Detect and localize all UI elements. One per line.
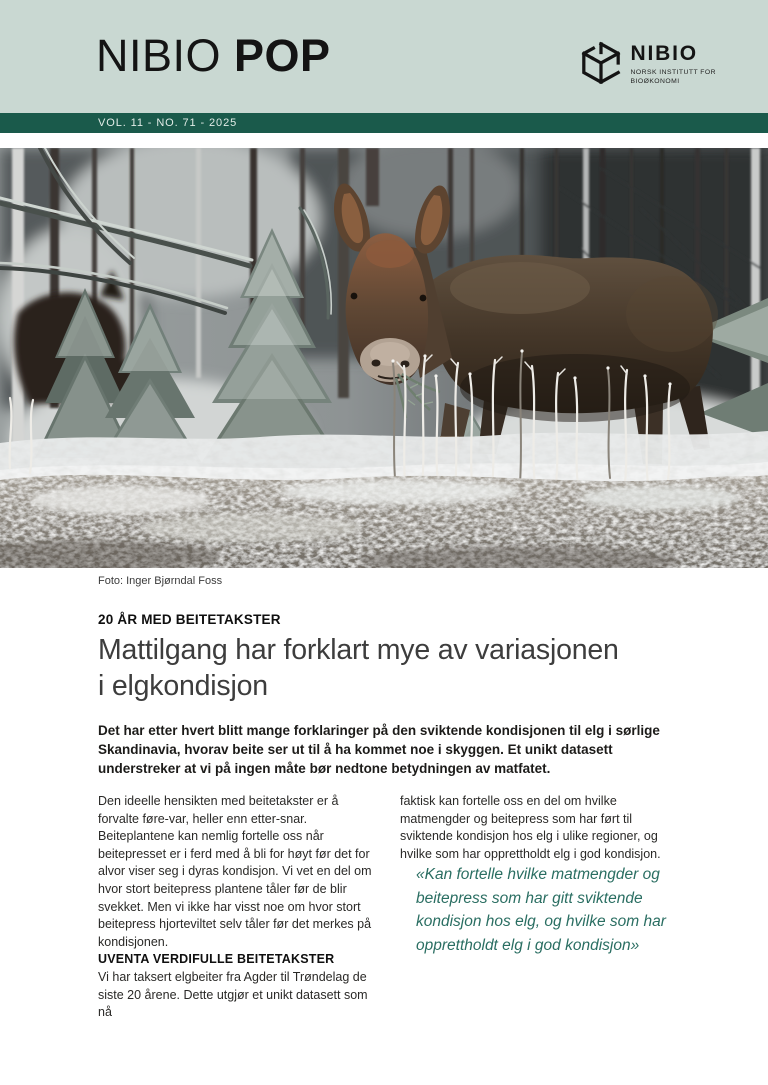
photo-credit: Foto: Inger Bjørndal Foss: [98, 575, 223, 587]
issue-bar: [0, 113, 768, 133]
nibio-logo-text: [631, 41, 716, 87]
foreground-snow-strip: [0, 475, 768, 568]
body-paragraph: faktisk kan fortelle oss en del om hvilke matmengder og beitepress som har ført til sviktende kondisjon hos elg i ulike regioner, og hvilke som har opprettholdt elg i god kondisjon.: [400, 794, 661, 861]
body-paragraph: Den ideelle hensikten med beitetakster er å forvalte føre-var, heller enn etter-snar. Beiteplantene kan nemlig fortelle oss når beitepresset er i ferd med å bli for høyt før det for alvor viser seg i dyras kondisjon. Vi vet en del om hvor stort beitepress plantene tåler før de blir svekket. Men vi ikke har visst noe om hvor stort beitepress hjorteviltet selv tåler før det merkes på kondisjonen.: [98, 794, 372, 949]
pull-quote: «Kan fortelle hvilke matmengder og beitepress som har gitt sviktende kondisjon hos elg, og hvilke som har opprettholdt elg i god kondisjon»: [416, 866, 666, 954]
nibio-logo: [580, 41, 716, 87]
brand-pop: POP: [234, 30, 331, 81]
nibio-logo-subtitle: NORSK INSTITUTT FOR BIOØKONOMI: [630, 68, 716, 86]
kicker: 20 ÅR MED BEITETAKSTER: [98, 612, 281, 627]
lede-paragraph: Det har etter hvert blitt mange forklaringer på den sviktende kondisjonen til elg i sørlige Skandinavia, hvorav beite ser ut til å ha kommet noe i skyggen. Et unikt datasett understreker at vi på ingen måte bør nedtone betydningen av matfatet.: [98, 723, 660, 776]
section-subheading: UVENTA VERDIFULLE BEITETAKSTER: [98, 952, 335, 967]
column-left: [98, 793, 382, 1022]
nibio-logo-name: NIBIO: [630, 42, 698, 65]
issue-line: VOL. 11 - NO. 71 - 2025: [98, 117, 238, 129]
title-line-1: Mattilgang har forklart mye av variasjonen: [98, 634, 619, 666]
body-paragraph: Vi har taksert elgbeiter fra Agder til Trøndelag de siste 20 årene. Dette utgjør et unikt datasett som nå: [98, 969, 368, 1020]
column-right: [400, 793, 684, 1022]
title-line-2: i elgkondisjon: [98, 670, 268, 702]
page-title: [98, 632, 670, 704]
hero-photo-moose-winter-forest: [0, 148, 768, 568]
spacer: [0, 133, 768, 148]
article-columns: [98, 793, 670, 1022]
publication-title: [96, 30, 331, 81]
nibio-cube-icon: [580, 41, 622, 85]
brand-nibio: NIBIO: [96, 30, 235, 81]
masthead: [0, 0, 768, 113]
